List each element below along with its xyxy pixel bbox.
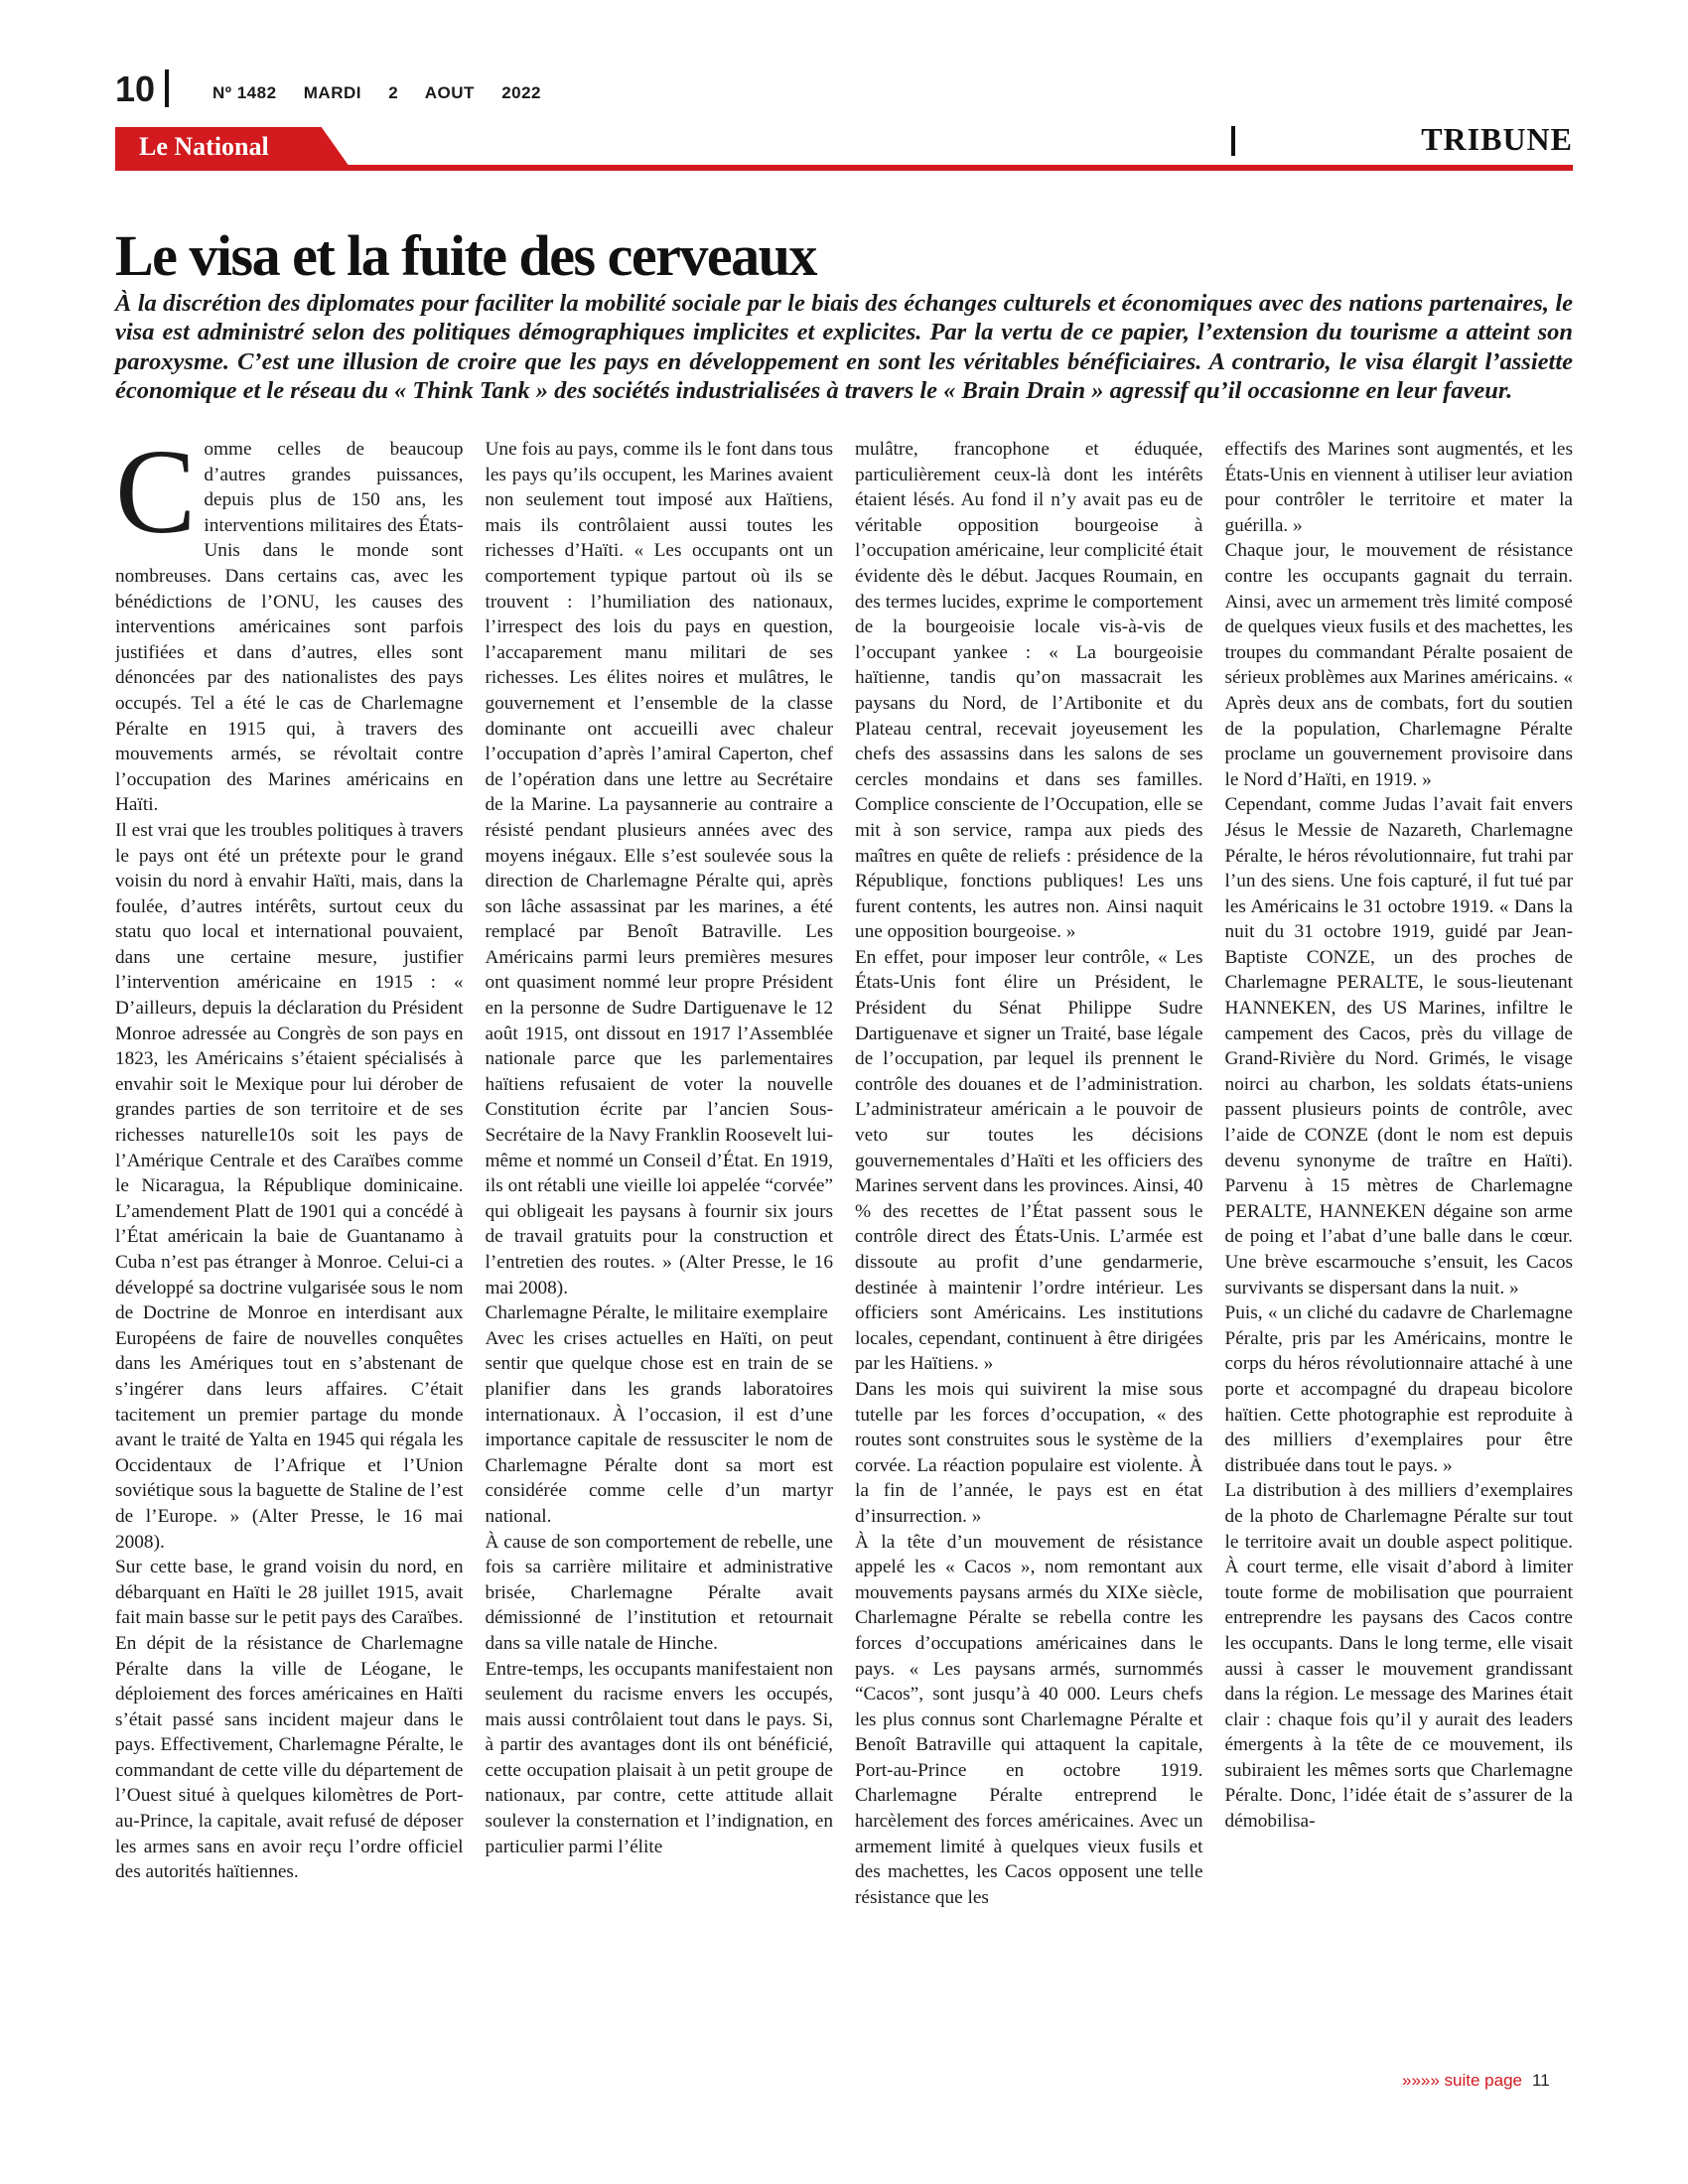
brand-logo: Le National: [139, 132, 269, 161]
paragraph: Une fois au pays, comme ils le font dans tous les pays qu’ils occupent, les Marines avaient non seulement tout imposé aux Haïtiens, mais ils contrôlaient aussi toutes les richesses d’Haïti. « Les occupants ont un comportement typique partout où ils se trouvent : l’humiliation des nationaux, l’irrespect des lois du pays en question, l’accaparement manu militari de ses richesses. Les élites noires et mulâtres, le gouvernement et l’ensemble de la classe dominante ont accueilli avec chaleur l’occupation d’après l’amiral Caperton, chef de l’opération dans une lettre au Secrétaire de la Marine. La paysannerie au contraire a résisté pendant plusieurs années avec des moyens inégaux. Elle s’est soulevée sous la direction de Charlemagne Péralte qui, après son lâche assassinat par les marines, a été remplacé par Benoît Batraville. Les Américains parmi leurs premières mesures ont quasiment nommé leur propre Président en la personne de Sudre Dartiguenave le 12 août 1915, ont dissout en 1917 l’Assemblée nationale parce que les parlementaires haïtiens refusaient de voter la nouvelle Constitution écrite par l’ancien Sous-Secrétaire de la Navy Franklin Roosevelt lui-même et nommé un Conseil d’État. En 1919, ils ont rétabli une vieille loi appelée “corvée” qui obligeait les paysans à fournir six jours de travail gratuits pour la construction et l’entretien des routes. » (Alter Presse, le 16 mai 2008).: [485, 439, 833, 1298]
paragraph: Chaque jour, le mouvement de résistance contre les occupants gagnait du terrain. Ainsi, avec un armement très limité composé de quelques vieux fusils et des machettes, les troupes du commandant Péralte posaient de sérieux problèmes aux Marines américains. « Après deux ans de combats, fort du soutien de la population, Charlemagne Péralte proclame un gouvernement provisoire dans le Nord d’Haïti, en 1919. »: [1224, 540, 1573, 790]
article-column-3: [855, 437, 1203, 2085]
issue-info: [212, 83, 563, 103]
paragraph: Sur cette base, le grand voisin du nord, en débarquant en Haïti le 28 juillet 1915, avait fait main basse sur le petit pays des Caraïbes. En dépit de la résistance de Charlemagne Péralte dans la ville de Léogane, le déploiement des forces américaines en Haïti s’était passé sans incident majeur dans le pays. Effectivement, Charlemagne Péralte, le commandant de cette ville du département de l’Ouest situé à quelques kilomètres de Port-au-Prince, la capitale, avait refusé de déposer les armes sans en avoir reçu l’ordre officiel des autorités haïtiennes.: [115, 1557, 464, 1883]
article-column-4: [1225, 437, 1574, 2085]
issue-month: AOUT: [424, 83, 475, 102]
drop-cap: C: [115, 437, 197, 559]
page-number-divider: [165, 69, 169, 107]
paragraph: Avec les crises actuelles en Haïti, on peut sentir que quelque chose est en train de se planifier dans les grands laboratoires internationaux. À l’occasion, il est d’une importance capitale de ressusciter le nom de Charlemagne Péralte dont sa mort est considérée comme celle d’un martyr national.: [485, 1327, 833, 1527]
paragraph: omme celles de beaucoup d’autres grandes puissances, depuis plus de 150 ans, les interventions militaires des États-Unis dans le monde sont nombreuses. Dans certains cas, avec les bénédictions de l’ONU, les causes des interventions américaines sont parfois justifiées et dans d’autres, elles sont dénoncées par des nationalistes des pays occupés. Tel a été le cas de Charlemagne Péralte en 1915 qui, à travers des mouvements armés, se révoltait contre l’occupation des Marines américains en Haïti.: [115, 439, 464, 816]
paragraph: À la tête d’un mouvement de résistance appelé les « Cacos », nom remontant aux mouvements paysans armés du XIXe siècle, Charlemagne Péralte se rebella contre les forces d’occupations américaines dans le pays. « Les paysans armés, surnommés “Cacos”, sont jusqu’à 40 000. Leurs chefs les plus connus sont Charlemagne Péralte et Benoît Batraville qui attaquent la capitale, Port-au-Prince en octobre 1919. Charlemagne Péralte entreprend le harcèlement des forces américaines. Avec un armement limité à quelques vieux fusils et des machettes, les Cacos opposent une telle résistance que les: [855, 1531, 1203, 1908]
section-divider: [1231, 126, 1235, 156]
paragraph: Dans les mois qui suivirent la mise sous tutelle par les forces d’occupation, « des routes sont construites sous le système de la corvée. La réaction populaire est violente. À la fin de l’année, le pays est en état d’insurrection. »: [855, 1378, 1203, 1527]
article-title: Le visa et la fuite des cerveaux: [115, 222, 816, 288]
paragraph: Puis, « un cliché du cadavre de Charlemagne Péralte, pris par les Américains, montre le corps du héros révolutionnaire attaché à une porte et accompagné du drapeau bicolore haïtien. Cette photographie est reproduite à des milliers d’exemplaires pour être distribuée dans tout le pays. »: [1224, 1302, 1573, 1476]
header-rule: [115, 165, 1573, 171]
page-number: 10: [115, 68, 156, 109]
section-label: TRIBUNE: [1421, 121, 1573, 157]
continued-on-page: [1402, 2071, 1550, 2091]
paragraph: Cependant, comme Judas l’avait fait envers Jésus le Messie de Nazareth, Charlemagne Péralte, le héros révolutionnaire, fut trahi par l’un des siens. Une fois capturé, il fut tué par les Américains le 31 octobre 1919. « Dans la nuit du 31 octobre 1919, guidé par Jean-Baptiste CONZE, un des proches de Charlemagne PERALTE, le sous-lieutenant HANNEKEN, des US Marines, infiltre le campement des Cacos, près du village de Grand-Rivière du Nord. Grimés, le visage noirci au charbon, les soldats états-uniens passent plusieurs points de contrôle, avec l’aide de CONZE (dont le nom est depuis devenu synonyme de traître en Haïti). Parvenu à 15 mètres de Charlemagne PERALTE, HANNEKEN dégaine son arme de poing et l’abat d’une balle dans le cœur. Une brève escarmouche s’ensuit, les Cacos survivants se dispersant dans la nuit. »: [1224, 794, 1573, 1298]
article-column-2: [486, 437, 834, 2085]
issue-year: 2022: [501, 83, 542, 102]
continued-label: »»»» suite page: [1402, 2071, 1522, 2090]
paragraph: À cause de son comportement de rebelle, une fois sa carrière militaire et administrative brisée, Charlemagne Péralte avait démissionné de l’institution et retournait dans sa ville natale de Hinche.: [485, 1531, 833, 1654]
issue-day: 2: [388, 83, 399, 102]
issue-number: Nº 1482: [212, 83, 277, 102]
issue-weekday: MARDI: [303, 83, 361, 102]
paragraph: Il est vrai que les troubles politiques à travers le pays ont été un prétexte pour le grand voisin du nord à envahir Haïti, mais, dans la foulée, d’autres intérêts, surtout ceux du statu quo local et international pouvaient, dans une certaine mesure, justifier l’intervention américaine en 1915 : « D’ailleurs, depuis la déclaration du Président Monroe adressée au Congrès de son pays en 1823, les Américains s’étaient spécialisés à envahir soit le Mexique pour lui dérober de grandes parties de son territoire et de ses richesses naturelle10s soit les pays de l’Amérique Centrale et des Caraïbes comme le Nicaragua, la République dominicaine. L’amendement Platt de 1901 qui a concédé à l’État américain la baie de Guantanamo à Cuba n’est pas étranger à Monroe. Celui-ci a développé sa doctrine vulgarisée sous le nom de Doctrine de Monroe en interdisant aux Européens de faire de nouvelles conquêtes dans les Amériques tout en s’abstenant de s’ingérer dans leurs affaires. C’était tacitement un premier partage du monde avant le traité de Yalta en 1945 qui régala les Occidentaux de l’Afrique et l’Union soviétique sous la baguette de Staline de l’est de l’Europe. » (Alter Presse, le 16 mai 2008).: [115, 819, 464, 1553]
article-lead: À la discrétion des diplomates pour faciliter la mobilité sociale par le biais des échanges culturels et économiques avec des nations partenaires, le visa est administré selon des politiques démographiques implicites et explicites. Par la vertu de ce papier, l’extension du tourisme a atteint son paroxysme. C’est une illusion de croire que les pays en développement en sont les véritables bénéficiaires. A contrario, le visa élargit l’assiette économique et le réseau du « Think Tank » des sociétés industrialisées à travers le « Brain Drain » agressif qu’il occasionne en leur faveur.: [115, 289, 1573, 404]
paragraph: effectifs des Marines sont augmentés, et les États-Unis en viennent à utiliser leur aviation pour contrôler le territoire et mater la guérilla. »: [1224, 439, 1573, 536]
subheading: Charlemagne Péralte, le militaire exemplaire: [485, 1302, 828, 1324]
continued-page-number: 11: [1532, 2071, 1550, 2090]
article-column-1: [115, 437, 464, 2085]
paragraph: La distribution à des milliers d’exemplaires de la photo de Charlemagne Péralte sur tout le territoire avait un double aspect politique. À court terme, elle visait d’abord à limiter toute forme de mobilisation que pourraient entreprendre les paysans des Cacos contre les occupants. Dans le long terme, elle visait aussi à casser le mouvement grandissant dans la région. Le message des Marines était clair : chaque fois qu’il y aurait des leaders émergents à la tête de ce mouvement, ils subiraient les mêmes sorts que Charlemagne Péralte. Donc, l’idée était de s’assurer de la démobilisa-: [1224, 1480, 1573, 1833]
paragraph: mulâtre, francophone et éduquée, particulièrement ceux-là dont les intérêts étaient lésés. Au fond il n’y avait pas eu de véritable opposition bourgeoise à l’occupation américaine, leur complicité était évidente dès le début. Jacques Roumain, en des termes lucides, exprime le comportement de la bourgeoisie locale vis-à-vis de l’occupant yankee : « La bourgeoisie haïtienne, tandis qu’on massacrait les paysans du Nord, de l’Artibonite et du Plateau central, recevait joyeusement les chefs des assassins dans les salons de ses cercles mondains et dans ses familles. Complice consciente de l’Occupation, elle se mit à son service, rampa aux pieds des maîtres en quête de reliefs : présidence de la République, fonctions publiques! Les uns furent contents, les autres non. Ainsi naquit une opposition bourgeoise. »: [855, 439, 1203, 943]
article-body: [115, 437, 1573, 2085]
paragraph: En effet, pour imposer leur contrôle, « Les États-Unis font élire un Président, le Président du Sénat Philippe Sudre Dartiguenave et signer un Traité, base légale de l’occupation, par lequel ils prennent le contrôle des douanes et de l’administration. L’administrateur américain a le pouvoir de veto sur toutes les décisions gouvernementales d’Haïti et les officiers des Marines servent dans les provinces. Ainsi, 40 % des recettes de l’État passent sous le contrôle direct des États-Unis. L’armée est dissoute au profit d’une gendarmerie, destinée à maintenir l’ordre intérieur. Les officiers sont Américains. Les institutions locales, cependant, continuent à être dirigées par les Haïtiens. »: [855, 946, 1203, 1375]
paragraph: Entre-temps, les occupants manifestaient non seulement du racisme envers les occupés, mais aussi contrôlaient tout dans le pays. Si, à partir des avantages dont ils ont bénéficié, cette occupation plaisait à un petit groupe de nationaux, par contre, cette attitude allait soulever la consternation et l’indignation, en particulier parmi l’élite: [485, 1658, 833, 1857]
